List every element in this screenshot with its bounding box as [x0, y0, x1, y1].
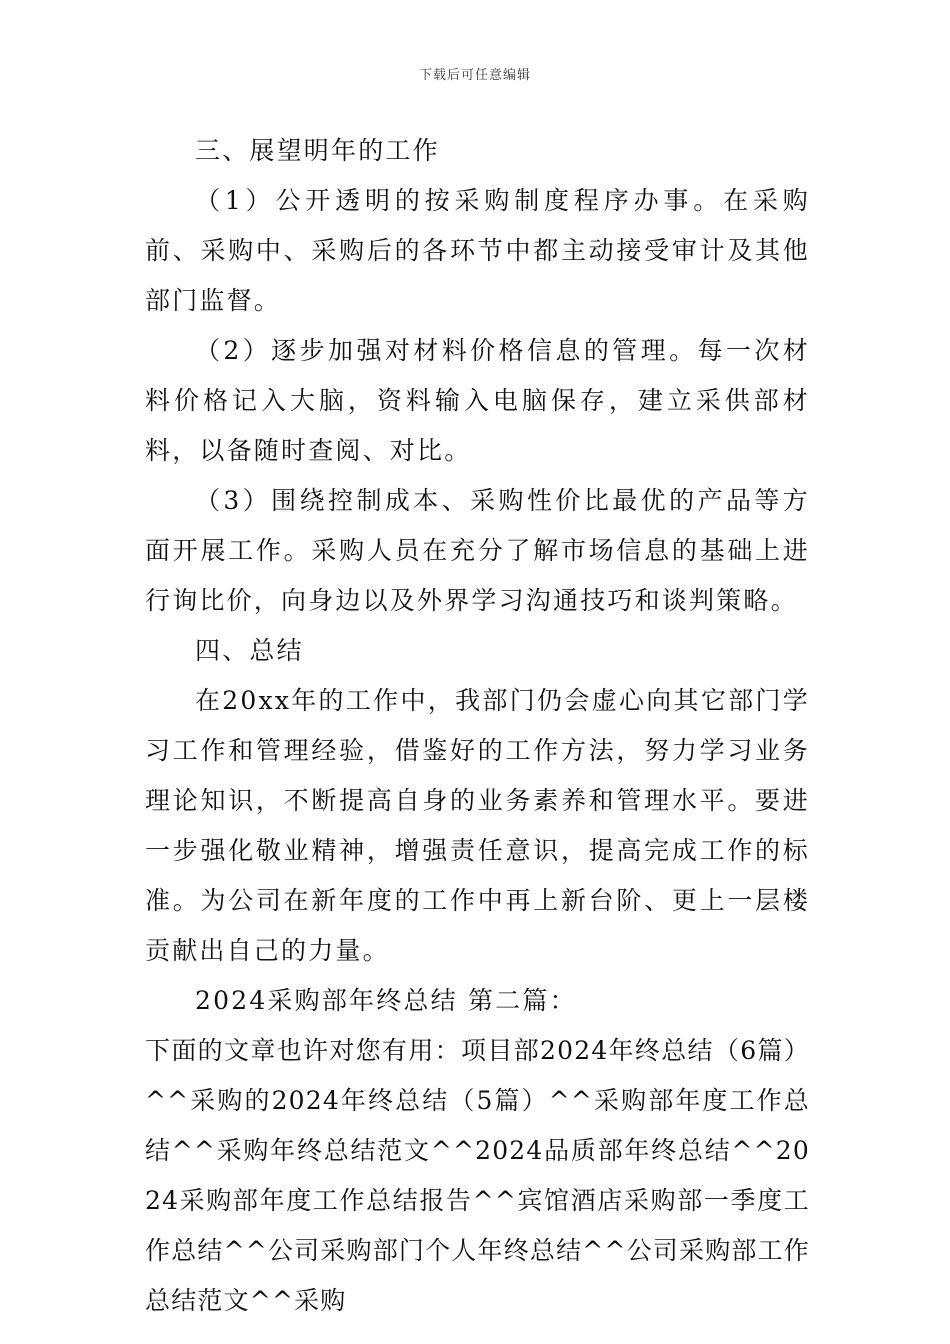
paragraph-item-2: （2）逐步加强对材料价格信息的管理。每一次材料价格记入大脑，资料输入电脑保存，建立采供部材料，以备随时查阅、对比。 [145, 336, 810, 465]
related-articles-list[interactable]: 下面的文章也许对您有用：项目部2024年终总结（6篇）^^采购的2024年终总结（5篇）^^采购部年度工作总结^^采购年终总结范文^^2024品质部年终总结^^2024采购部年度工作总结报告^^宾馆酒店采购部一季度工作总结^^公司采购部门个人年终总结^^公司采购部工作总结范文^^采购 [145, 1036, 810, 1315]
paragraph-item-3: （3）围绕控制成本、采购性价比最优的产品等方面开展工作。采购人员在充分了解市场信息的基础上进行询比价，向身边以及外界学习沟通技巧和谈判策略。 [145, 486, 810, 615]
paragraph-summary: 在20xx年的工作中，我部门仍会虚心向其它部门学习工作和管理经验，借鉴好的工作方法，努力学习业务理论知识，不断提高自身的业务素养和管理水平。要进一步强化敬业精神，增强责任意识，提高完成工作的标准。为公司在新年度的工作中再上新台阶、更上一层楼贡献出自己的力量。 [145, 686, 810, 965]
paragraph-item-1: （1）公开透明的按采购制度程序办事。在采购前、采购中、采购后的各环节中都主动接受审计及其他部门监督。 [145, 186, 810, 315]
section-heading-summary: 四、总结 [195, 636, 304, 665]
document-body [145, 126, 810, 1326]
part-two-title: 2024采购部年终总结 第二篇： [195, 986, 577, 1015]
section-heading-outlook: 三、展望明年的工作 [195, 136, 440, 165]
header-note: 下载后可任意编辑 [418, 68, 531, 83]
